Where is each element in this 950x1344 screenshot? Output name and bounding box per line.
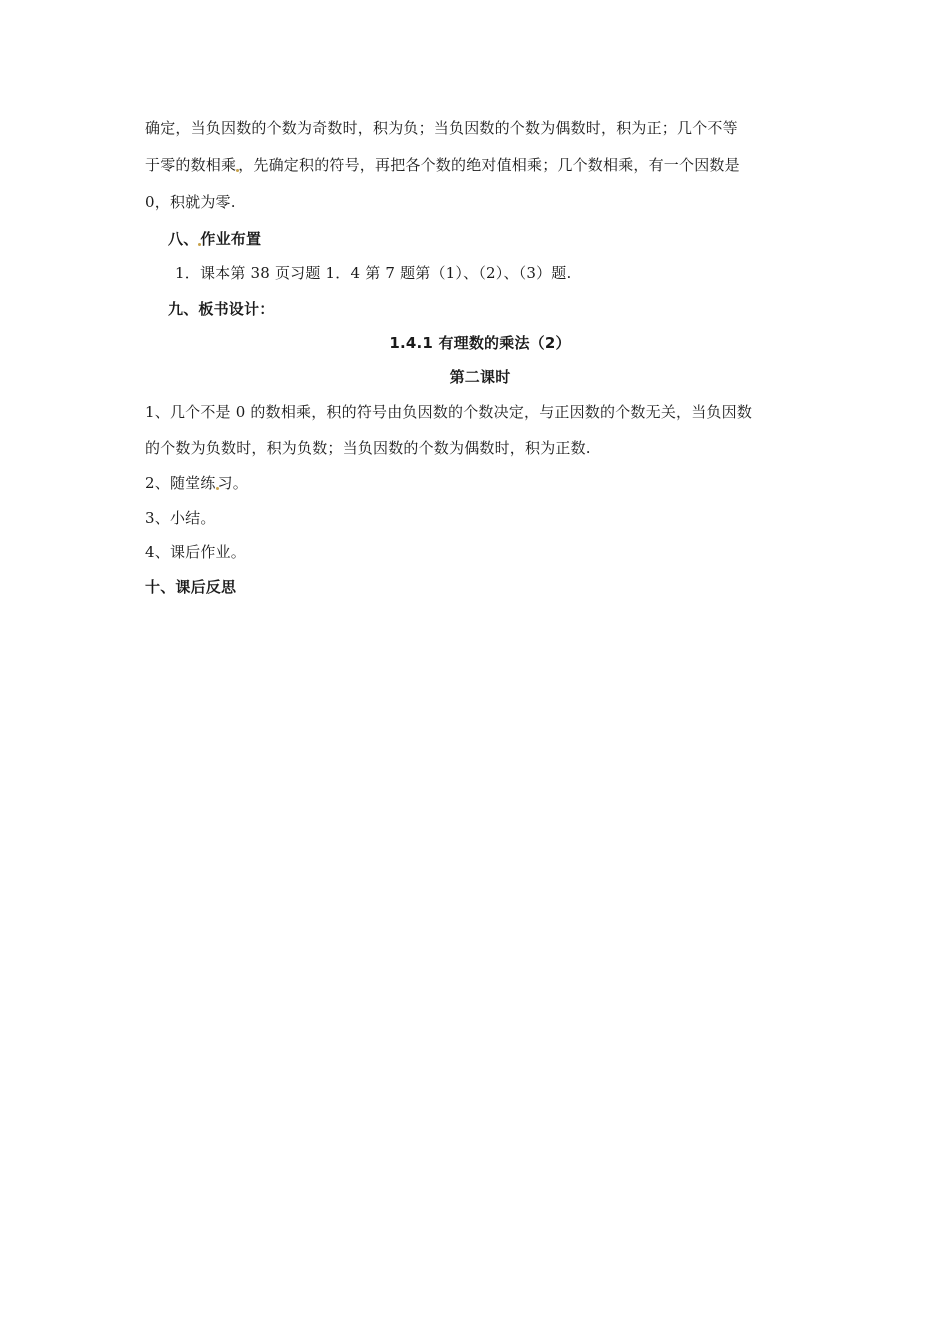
board-point-1-line-1: 1、几个不是 0 的数相乘，积的符号由负因数的个数决定，与正因数的个数无关，当负因数 [145, 403, 753, 421]
board-point-2-part-a: 2、随堂练 [145, 474, 216, 492]
intro-line-2-part-b: ，先确定积的符号，再把各个数的绝对值相乘；几个数相乘，有一个因数是 [238, 156, 740, 174]
section-8-heading-title: 作业布置 [200, 230, 262, 248]
board-point-3: 3、小结。 [145, 509, 216, 527]
board-point-2-part-b: 习。 [217, 474, 248, 492]
intro-line-1: 确定，当负因数的个数为奇数时，积为负；当负因数的个数为偶数时，积为正；几个不等 [145, 119, 738, 137]
intro-line-2 [145, 155, 815, 175]
section-8-heading [168, 229, 838, 249]
section-10-heading: 十、课后反思 [145, 578, 237, 596]
section-9-heading: 九、板书设计： [168, 300, 275, 318]
board-point-1-line-2: 的个数为负数时，积为负数；当负因数的个数为偶数时，积为正数. [145, 439, 591, 457]
board-title: 1.4.1 有理数的乘法（2） [389, 334, 571, 352]
intro-line-3: 0，积就为零. [145, 193, 236, 211]
section-8-item-1: 1．课本第 38 页习题 1．4 第 7 题第（1）、（2）、（3）题. [175, 264, 572, 282]
section-8-heading-number: 八、 [168, 230, 199, 248]
board-point-2 [145, 473, 815, 493]
board-subtitle: 第二课时 [449, 368, 511, 386]
board-point-4: 4、课后作业。 [145, 543, 246, 561]
intro-line-2-part-a: 于零的数相乘 [145, 156, 237, 174]
